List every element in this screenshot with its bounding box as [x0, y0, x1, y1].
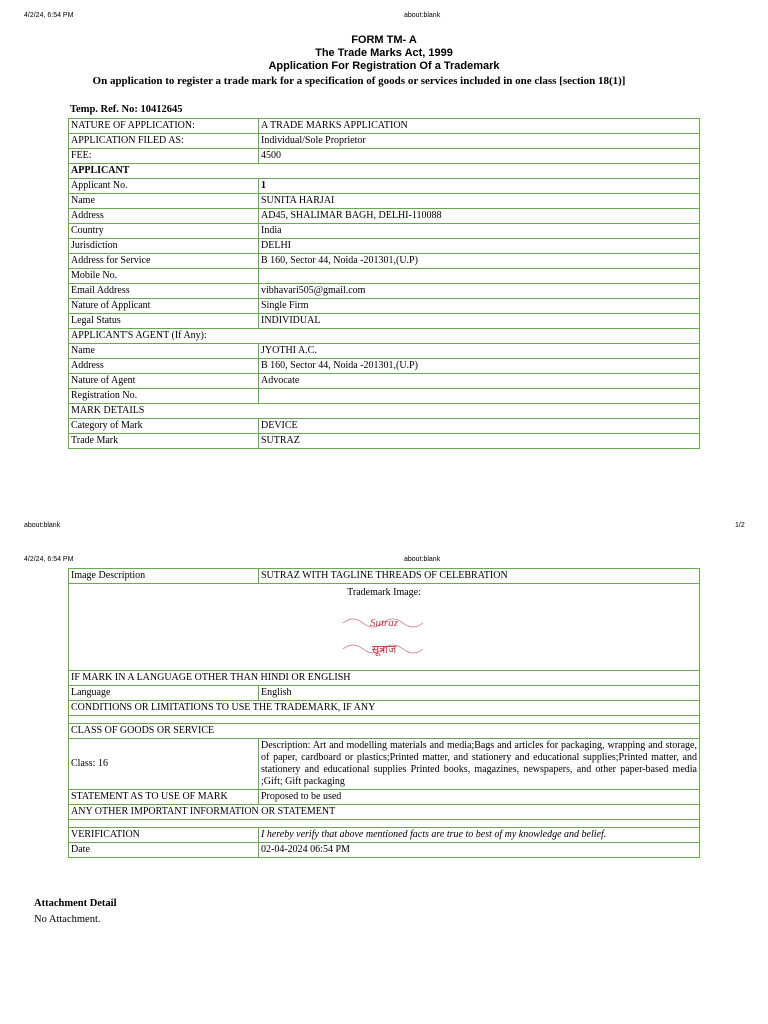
form-title: FORM TM- A [351, 34, 417, 46]
row-label: Name [69, 194, 259, 209]
row-value: DEVICE [259, 419, 700, 434]
trademark-logo [339, 605, 429, 665]
row-label: Legal Status [69, 314, 259, 329]
row-value: 4500 [259, 149, 700, 164]
table-row [69, 164, 700, 179]
row-label: Category of Mark [69, 419, 259, 434]
row-label: Jurisdiction [69, 239, 259, 254]
row-label: Trade Mark [69, 434, 259, 449]
row-value: B 160, Sector 44, Noida -201301,(U.P) [259, 359, 700, 374]
table-row [69, 790, 700, 805]
row-label: VERIFICATION [69, 828, 259, 843]
table-row [69, 194, 700, 209]
table-row [69, 254, 700, 269]
row-value: Individual/Sole Proprietor [259, 134, 700, 149]
table-row [69, 805, 700, 820]
attachment-heading: Attachment Detail [34, 898, 117, 909]
print-url: about:blank [404, 12, 441, 19]
table-row [69, 239, 700, 254]
table-row [69, 284, 700, 299]
table-row [69, 686, 700, 701]
row-value: SUTRAZ WITH TAGLINE THREADS OF CELEBRATION [259, 569, 700, 584]
table-row [69, 739, 700, 790]
row-value: AD45, SHALIMAR BAGH, DELHI-110088 [259, 209, 700, 224]
row-value: Single Firm [259, 299, 700, 314]
row-value: SUTRAZ [259, 434, 700, 449]
agent-heading: APPLICANT'S AGENT (If Any): [69, 329, 700, 344]
row-value: SUNITA HARJAI [259, 194, 700, 209]
row-value: 02-04-2024 06:54 PM [259, 843, 700, 858]
page-number: 1/2 [735, 522, 745, 529]
row-value: 1 [259, 179, 700, 194]
row-value: Proposed to be used [259, 790, 700, 805]
table-row [69, 359, 700, 374]
table-row [69, 209, 700, 224]
row-label: Country [69, 224, 259, 239]
row-value: vibhavari505@gmail.com [259, 284, 700, 299]
print-footer-url: about:blank [24, 522, 61, 529]
trademark-image-cell [69, 584, 700, 671]
table-row [69, 434, 700, 449]
row-label: Mobile No. [69, 269, 259, 284]
row-label: Address for Service [69, 254, 259, 269]
table-row [69, 828, 700, 843]
print-timestamp: 4/2/24, 6:54 PM [24, 12, 74, 19]
table-row [69, 671, 700, 686]
row-value: INDIVIDUAL [259, 314, 700, 329]
row-label: APPLICATION FILED AS: [69, 134, 259, 149]
table-row [69, 389, 700, 404]
language-heading: IF MARK IN A LANGUAGE OTHER THAN HINDI OR ENGLISH [69, 671, 700, 686]
row-label: Nature of Applicant [69, 299, 259, 314]
row-label: Registration No. [69, 389, 259, 404]
act-title: The Trade Marks Act, 1999 [315, 47, 453, 59]
row-label: NATURE OF APPLICATION: [69, 119, 259, 134]
table-row [69, 269, 700, 284]
mark-table [68, 568, 700, 858]
class-description: Description: Art and modelling materials and media;Bags and articles for packaging, wrapping and storage, of paper, cardboard or plastics;Printed matter, and stationery and educational supplies;Printed matter, and stationery and educational supplies Printed books, magazines, newspapers, and other paper-based media ;Gift; Gift packaging [259, 739, 700, 790]
table-row [69, 344, 700, 359]
logo-text-latin: Sutraz [369, 617, 399, 629]
verification-statement: I hereby verify that above mentioned facts are true to best of my knowledge and belief. [259, 828, 700, 843]
row-value: A TRADE MARKS APPLICATION [259, 119, 700, 134]
empty-row [69, 820, 700, 828]
row-label: Language [69, 686, 259, 701]
table-row [69, 134, 700, 149]
table-row [69, 329, 700, 344]
applicant-heading: APPLICANT [69, 164, 700, 179]
table-row [69, 299, 700, 314]
table-row [69, 569, 700, 584]
row-label: Address [69, 359, 259, 374]
table-row [69, 419, 700, 434]
application-title: Application For Registration Of a Trademark [268, 60, 500, 72]
table-row [69, 716, 700, 724]
table-row [69, 404, 700, 419]
row-label: Class: 16 [69, 739, 259, 790]
other-info-heading: ANY OTHER IMPORTANT INFORMATION OR STATEMENT [69, 805, 700, 820]
row-value: India [259, 224, 700, 239]
application-table [68, 118, 700, 449]
table-row [69, 314, 700, 329]
attachment-value: No Attachment. [34, 914, 101, 925]
row-value: DELHI [259, 239, 700, 254]
row-label: Nature of Agent [69, 374, 259, 389]
mark-details-heading: MARK DETAILS [69, 404, 700, 419]
row-label: STATEMENT AS TO USE OF MARK [69, 790, 259, 805]
table-row [69, 584, 700, 671]
form-subtitle: On application to register a trade mark for a specification of goods or services included in one class [section 18(1)] [92, 75, 626, 87]
table-row [69, 149, 700, 164]
temp-ref-number: Temp. Ref. No: 10412645 [70, 104, 183, 115]
table-row [69, 119, 700, 134]
class-heading: CLASS OF GOODS OR SERVICE [69, 724, 700, 739]
row-value [259, 389, 700, 404]
print-timestamp: 4/2/24, 6:54 PM [24, 556, 74, 563]
table-row [69, 701, 700, 716]
row-label: Name [69, 344, 259, 359]
table-row [69, 224, 700, 239]
logo-text-devanagari: सूत्राज [371, 643, 397, 656]
row-label: Image Description [69, 569, 259, 584]
table-row [69, 374, 700, 389]
row-label: Address [69, 209, 259, 224]
trademark-image-label: Trademark Image: [347, 587, 421, 598]
row-label: Date [69, 843, 259, 858]
row-value [259, 269, 700, 284]
row-label: Applicant No. [69, 179, 259, 194]
print-url: about:blank [404, 556, 441, 563]
empty-row [69, 716, 700, 724]
row-value: Advocate [259, 374, 700, 389]
row-label: Email Address [69, 284, 259, 299]
table-row [69, 843, 700, 858]
table-row [69, 820, 700, 828]
row-value: English [259, 686, 700, 701]
table-row [69, 724, 700, 739]
conditions-heading: CONDITIONS OR LIMITATIONS TO USE THE TRADEMARK, IF ANY [69, 701, 700, 716]
table-row [69, 179, 700, 194]
row-value: JYOTHI A.C. [259, 344, 700, 359]
row-value: B 160, Sector 44, Noida -201301,(U.P) [259, 254, 700, 269]
row-label: FEE: [69, 149, 259, 164]
